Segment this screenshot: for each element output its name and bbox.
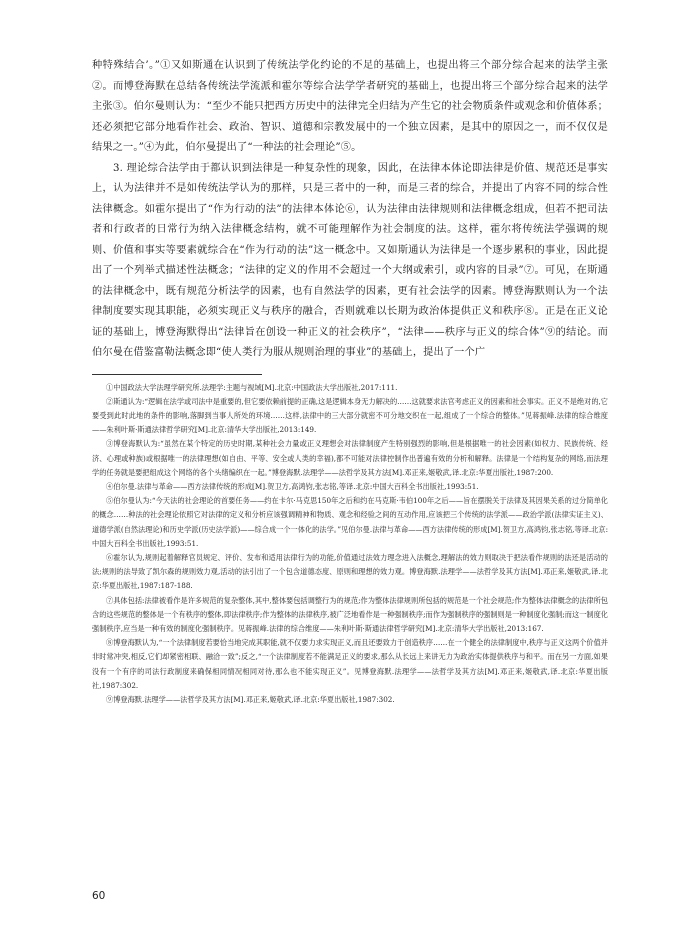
footnote-3: ③博登海默认为:“虽然在某个特定的历史时期,某种社会力量或正义理想会对法律制度产生特别强烈的影响,但是根据唯一的社会因素(如权力、民族传统、经济、心理或种族)或根据唯一的法律理想(如自由、平等、安全或人类的幸福),都不可能对法律控制作出普遍有效的分析和解释。法律是一个结构复杂的网络,而法理学的任务就是要把组成这个网络的各个头绪编织在一起。”博登海默.法理学——法哲学及其方法[M].邓正来,姬敬武,译.北京:华夏出版社,1987:200. — [92, 439, 608, 477]
footnote-6: ⑥霍尔认为,规则起着解释官员规定、评价、发布和适用法律行为的功能,价值通过法效力理念进入法概念,理解法的效力则取决于把法看作规则的法还是活动的法;规则的法导致了凯尔森的规则效力观,活动的法引出了一个包含道德态度、原则和理想的效力观。博登海默.法理学——法哲学及其方法[M].邓正来,姬敬武,译.北京:华夏出版社,1987:187-188. — [92, 552, 608, 591]
footnotes — [92, 381, 608, 708]
page-content — [92, 56, 608, 707]
footnote-1: ①中国政法大学法理学研究所.法理学:主题与视域[M].北京:中国政法大学出版社,2017:111. — [106, 382, 398, 392]
body-paragraph-1: 种特殊结合’。”①又如斯通在认识到了传统法学化约论的不足的基础上，也提出将三个部分综合起来的法学主张②。而博登海默在总结各传统法学流派和霍尔等综合法学学者研究的基础上，也提出将三个部分综合起来的法学主张③。伯尔曼则认为：“至少不能只把西方历史中的法律完全归结为产生它的社会物质条件或观念和价值体系；还必须把它部分地看作社会、政治、智识、道德和宗教发展中的一个独立因素，是其中的原因之一，而不仅仅是结果之一。”④为此，伯尔曼提出了“一种法的社会理论”⑤。 — [92, 60, 608, 153]
footnote-4: ④伯尔曼.法律与革命——西方法律传统的形成[M].贺卫方,高鸿钧,张志铭,等译.北京:中国大百科全书出版社,1993:51. — [106, 481, 479, 491]
body-text — [92, 56, 608, 364]
page-number: 60 — [92, 890, 106, 902]
footnote-8: ⑧博登海默认为,“一个法律制度若要恰当地完成其职能,就不仅要力求实现正义,而且还要致力于创造秩序……在一个健全的法律制度中,秩序与正义这两个价值并非时常冲突,相反,它们却紧密相联、融洽一致”;反之,“一个法律制度若不能满足正义的要求,那么从长远上来讲无力为政治实体提供秩序与和平。而在另一方面,如果没有一个有序的司法行政制度来确保相同情况相同对待,那么也不能实现正义”。见博登海默.法理学——法哲学及其方法[M].邓正来,姬敬武,译.北京:华夏出版社,1987:302. — [92, 638, 608, 690]
footnote-2: ②斯通认为:“逻辑在法学或司法中是重要的,但它要依赖前提的正确,这是逻辑本身无力解决的……这就要求法官考虑正义的因素和社会事实。正义不是绝对的,它要受到此时此地的条件的影响,落脚到当事人所处的环境……这样,法律中的三大部分就密不可分地交织在一起,组成了一个综合的整体。”见蒋振峰.法律的综合维度——朱利叶斯·斯通法律哲学研究[M].北京:清华大学出版社,2013:149. — [92, 396, 608, 435]
footnote-divider — [92, 374, 262, 375]
body-paragraph-2: 3. 理论综合法学由于都认识到法律是一种复杂性的现象，因此，在法律本体论即法律是价值、规范还是事实上，认为法律并不是如传统法学认为的那样，只是三者中的一种，而是三者的综合，并提出了内容不同的综合性法律概念。如霍尔提出了“作为行动的法”的法律本体论⑥，认为法律由法律规则和法律概念组成，但若不把司法者和行政者的日常行为纳入法律概念结构，就不可能理解作为社会制度的法。这样，霍尔将传统法学强调的规则、价值和事实等要素就综合在“作为行动的法”这一概念中。又如斯通认为法律是一个逐步累积的事业，因此提出了一个列举式描述性法概念；“法律的定义的作用不会超过一个大纲或索引，或内容的目录”⑦。可见，在斯通的法律概念中，既有规范分析法学的因素，也有自然法学的因素，更有社会法学的因素。博登海默则认为一个法律制度要实现其职能，必须实现正义与秩序的融合，否则就难以长期为政治体提供正义和秩序⑧。正是在正义论证的基础上，博登海默得出“法律旨在创设一种正义的社会秩序”，“法律——秩序与正义的综合体”⑨的结论。而伯尔曼在借鉴富勒法概念即“使人类行为服从规则治理的事业”的基础上，提出了一个广 — [92, 162, 608, 358]
footnote-7: ⑦具体包括:法律被看作是许多规范的复杂整体,其中,整体要包括调整行为的规范;作为整体法律规则所包括的规范是一个社会规范;作为整体法律概念的法律所包含的这些规范的整体是一个有秩序的整体,即法律秩序;作为整体的法律秩序,被广泛地看作是一种强制秩序;而作为强制秩序的强制则是一种制度化强制;而这一制度化强制秩序,应当是一种有效的制度化强制秩序。见蒋振峰.法律的综合维度——朱利叶斯·斯通法律哲学研究[M].北京:清华大学出版社,2013:167. — [92, 595, 608, 633]
footnote-5: ⑤伯尔曼认为:“今天法的社会理论的首要任务——约在卡尔·马克思150年之后和约在马克斯·韦伯100年之后——旨在摆脱关于法律及其因果关系的过分简单化的概念……种法的社会理论依照它对法律的定义和分析应该强调精神和物质、观念和经验之间的互动作用,应该把三个传统的法学派——政治学派(法律实证主义)、道德学派(自然法理论)和历史学派(历史法学派)——综合成一个一体化的法学。”见伯尔曼.法律与革命——西方法律传统的形成[M].贺卫方,高鸿钧,张志铭,等译.北京:中国大百科全书出版社,1993:51. — [92, 496, 608, 548]
footnote-9: ⑨博登海默.法理学——法哲学及其方法[M].邓正来,姬敬武,译.北京:华夏出版社,1987:302. — [106, 694, 395, 704]
